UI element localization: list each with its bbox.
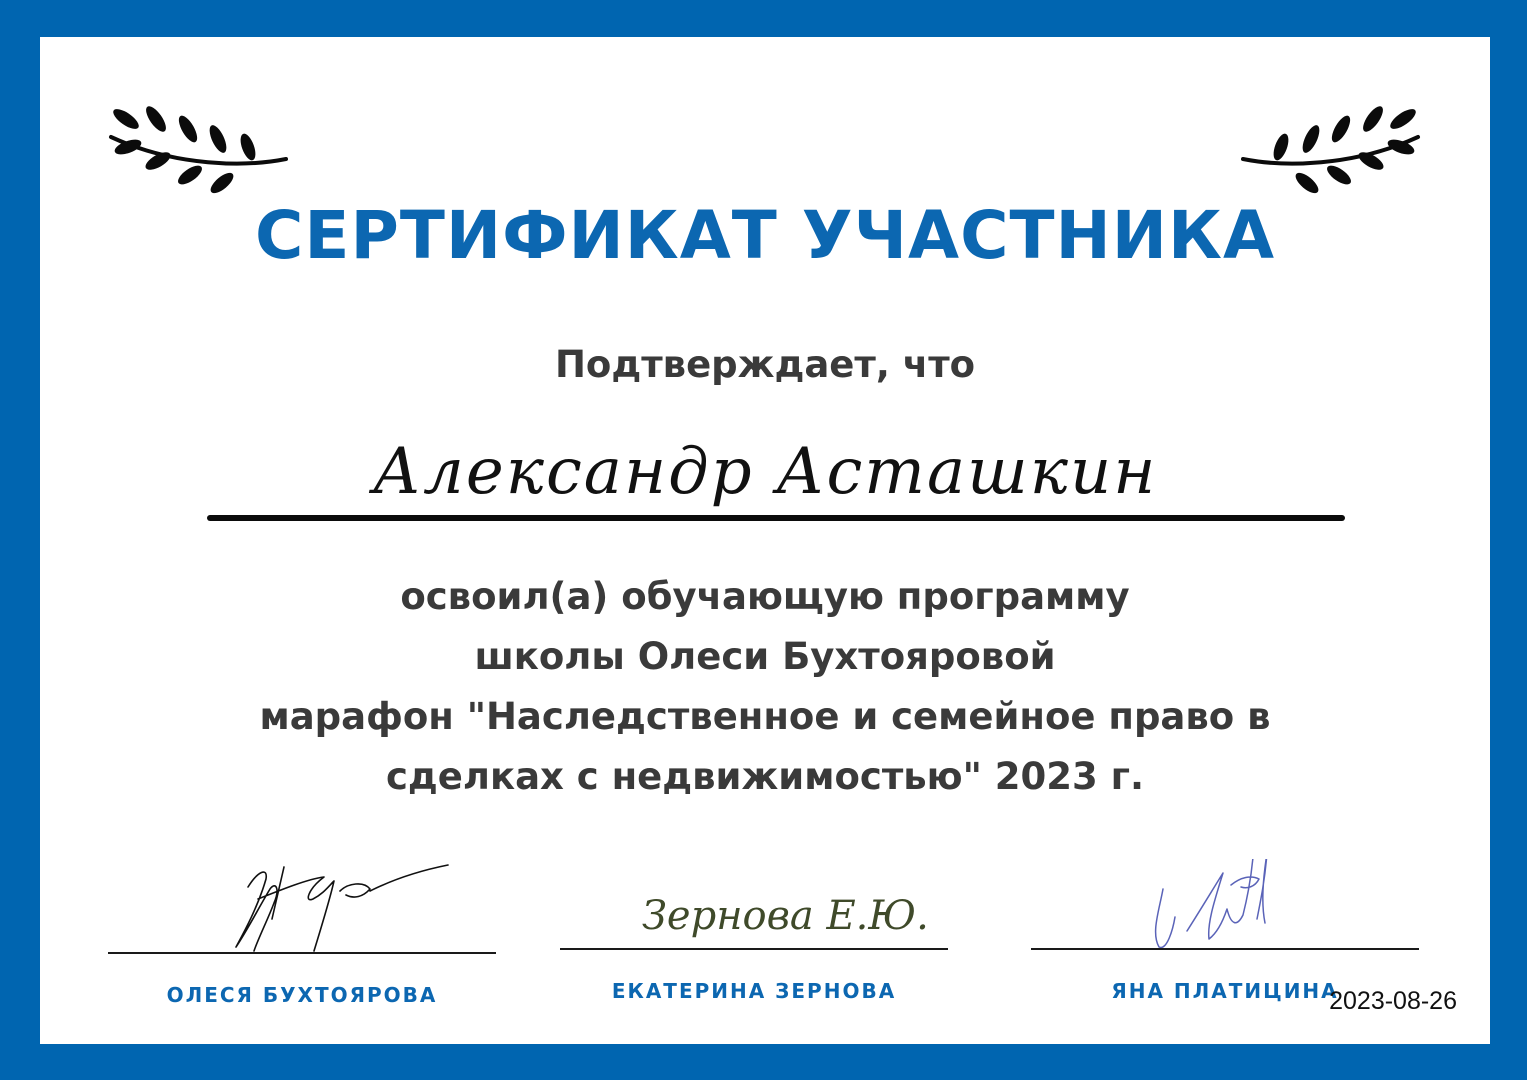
- description-line: освоил(а) обучающую программу: [400, 575, 1130, 618]
- issue-date: 2023-08-26: [1329, 987, 1457, 1015]
- signature-line: [108, 952, 496, 954]
- signatory-name: ЕКАТЕРИНА ЗЕРНОВА: [611, 979, 897, 1003]
- program-description: [140, 567, 1390, 807]
- handwritten-signature: [1031, 859, 1419, 954]
- description-line: марафон "Наследственное и семейное право в: [259, 695, 1271, 738]
- certificate-title: СЕРТИФИКАТ УЧАСТНИКА: [254, 197, 1276, 274]
- recipient-underline: [207, 515, 1345, 521]
- laurel-branch-icon: [106, 89, 291, 199]
- description-line: школы Олеси Бухтояровой: [474, 635, 1056, 678]
- signature-line: [560, 948, 948, 950]
- confirms-text: Подтверждает, что: [554, 343, 976, 386]
- recipient-name: Александр Асташкин: [372, 435, 1158, 509]
- svg-text:Зернова Е.Ю.: Зернова Е.Ю.: [642, 893, 929, 939]
- signature-block-2: [560, 859, 948, 1019]
- certificate-sheet: [40, 37, 1490, 1044]
- handwritten-signature: [560, 859, 948, 954]
- signatory-name: ОЛЕСЯ БУХТОЯРОВА: [166, 983, 438, 1007]
- description-line: сделках с недвижимостью" 2023 г.: [385, 755, 1145, 798]
- laurel-branch-icon: [1238, 89, 1423, 199]
- signatory-name: ЯНА ПЛАТИЦИНА: [1111, 979, 1339, 1003]
- handwritten-signature: [108, 859, 496, 954]
- signature-line: [1031, 948, 1419, 950]
- signature-block-1: [108, 859, 496, 1019]
